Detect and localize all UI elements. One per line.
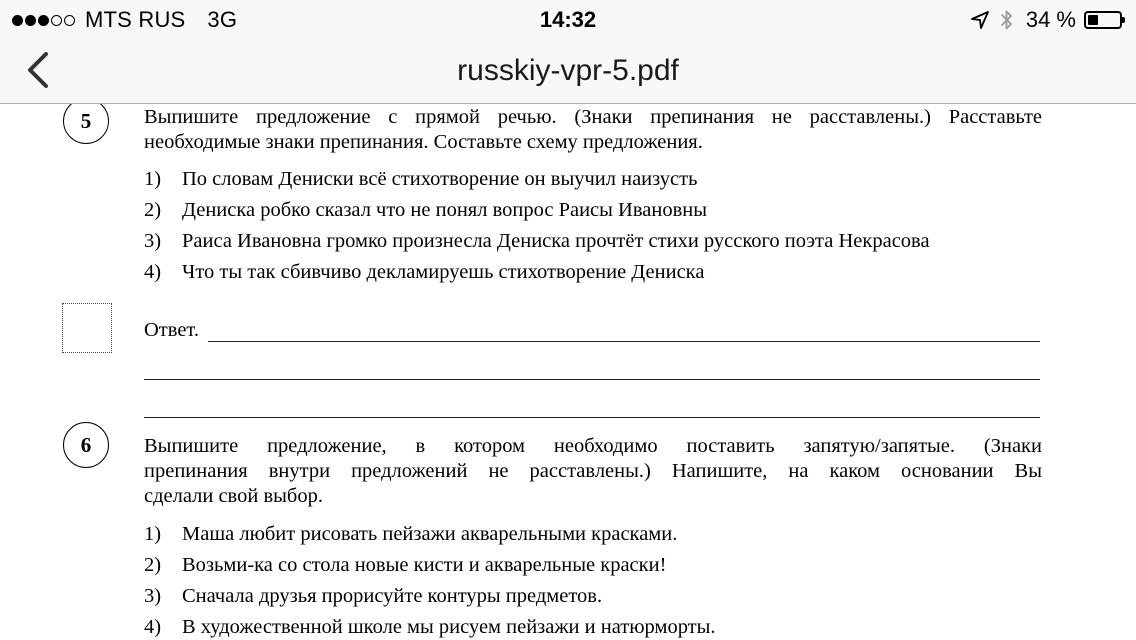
question-6-line-2: препинания внутри предложений не расставлены.) Напишите, на каком основании Вы (144, 460, 1042, 482)
carrier-name: MTS RUS (85, 7, 186, 32)
status-time: 14:32 (539, 7, 597, 32)
question-6-line-1: Выпишите предложение, в котором необходимо поставить запятую/запятые. (Знаки (144, 435, 1042, 457)
q6-option-1: 1) Маша любит рисовать пейзажи акварельными красками. (144, 523, 678, 545)
pdf-page[interactable] (0, 104, 1136, 640)
network-type: 3G (207, 7, 238, 32)
status-right (970, 6, 1122, 34)
question-5-line-2: необходимые знаки препинания. Составьте схему предложения. (144, 131, 703, 153)
location-arrow-icon (970, 10, 990, 30)
q5-option-3: 3) Раиса Ивановна громко произнесла Дениска прочтёт стихи русского поэта Некрасова (144, 230, 930, 252)
question-6-text (144, 434, 1042, 509)
answer-line-1 (208, 341, 1040, 342)
q6-option-2: 2) Возьми-ка со стола новые кисти и акварельные краски! (144, 554, 667, 576)
q6-option-3: 3) Сначала друзья прорисуйте контуры предметов. (144, 585, 603, 607)
q6-option-4: 4) В художественной школе мы рисуем пейзажи и натюрморты. (144, 616, 716, 638)
q5-option-4: 4) Что ты так сбивчиво декламируешь стихотворение Дениска (144, 261, 705, 283)
answer-line-2 (144, 379, 1040, 380)
status-bar (0, 0, 1136, 40)
battery-fill (1088, 15, 1098, 25)
document-title: russkiy-vpr-5.pdf (457, 54, 679, 87)
question-number-5: 5 (63, 104, 109, 144)
answer-line-3 (144, 417, 1040, 418)
battery-percent: 34 % (1025, 7, 1076, 32)
answer-label: Ответ. (144, 319, 199, 341)
q5-option-1: 1) По словам Дениски всё стихотворение он выучил наизусть (144, 168, 698, 190)
question-number-6: 6 (63, 422, 109, 468)
question-5-text (144, 105, 1042, 155)
question-5-line-1: Выпишите предложение с прямой речью. (Знаки препинания не расставлены.) Расставьте (144, 106, 1042, 128)
navigation-bar (0, 40, 1136, 104)
bluetooth-icon (1000, 8, 1014, 32)
score-box (62, 303, 112, 353)
q5-option-2: 2) Дениска робко сказал что не понял вопрос Раисы Ивановны (144, 199, 708, 221)
battery-icon (1084, 11, 1122, 29)
question-6-line-3: сделали свой выбор. (144, 485, 323, 507)
